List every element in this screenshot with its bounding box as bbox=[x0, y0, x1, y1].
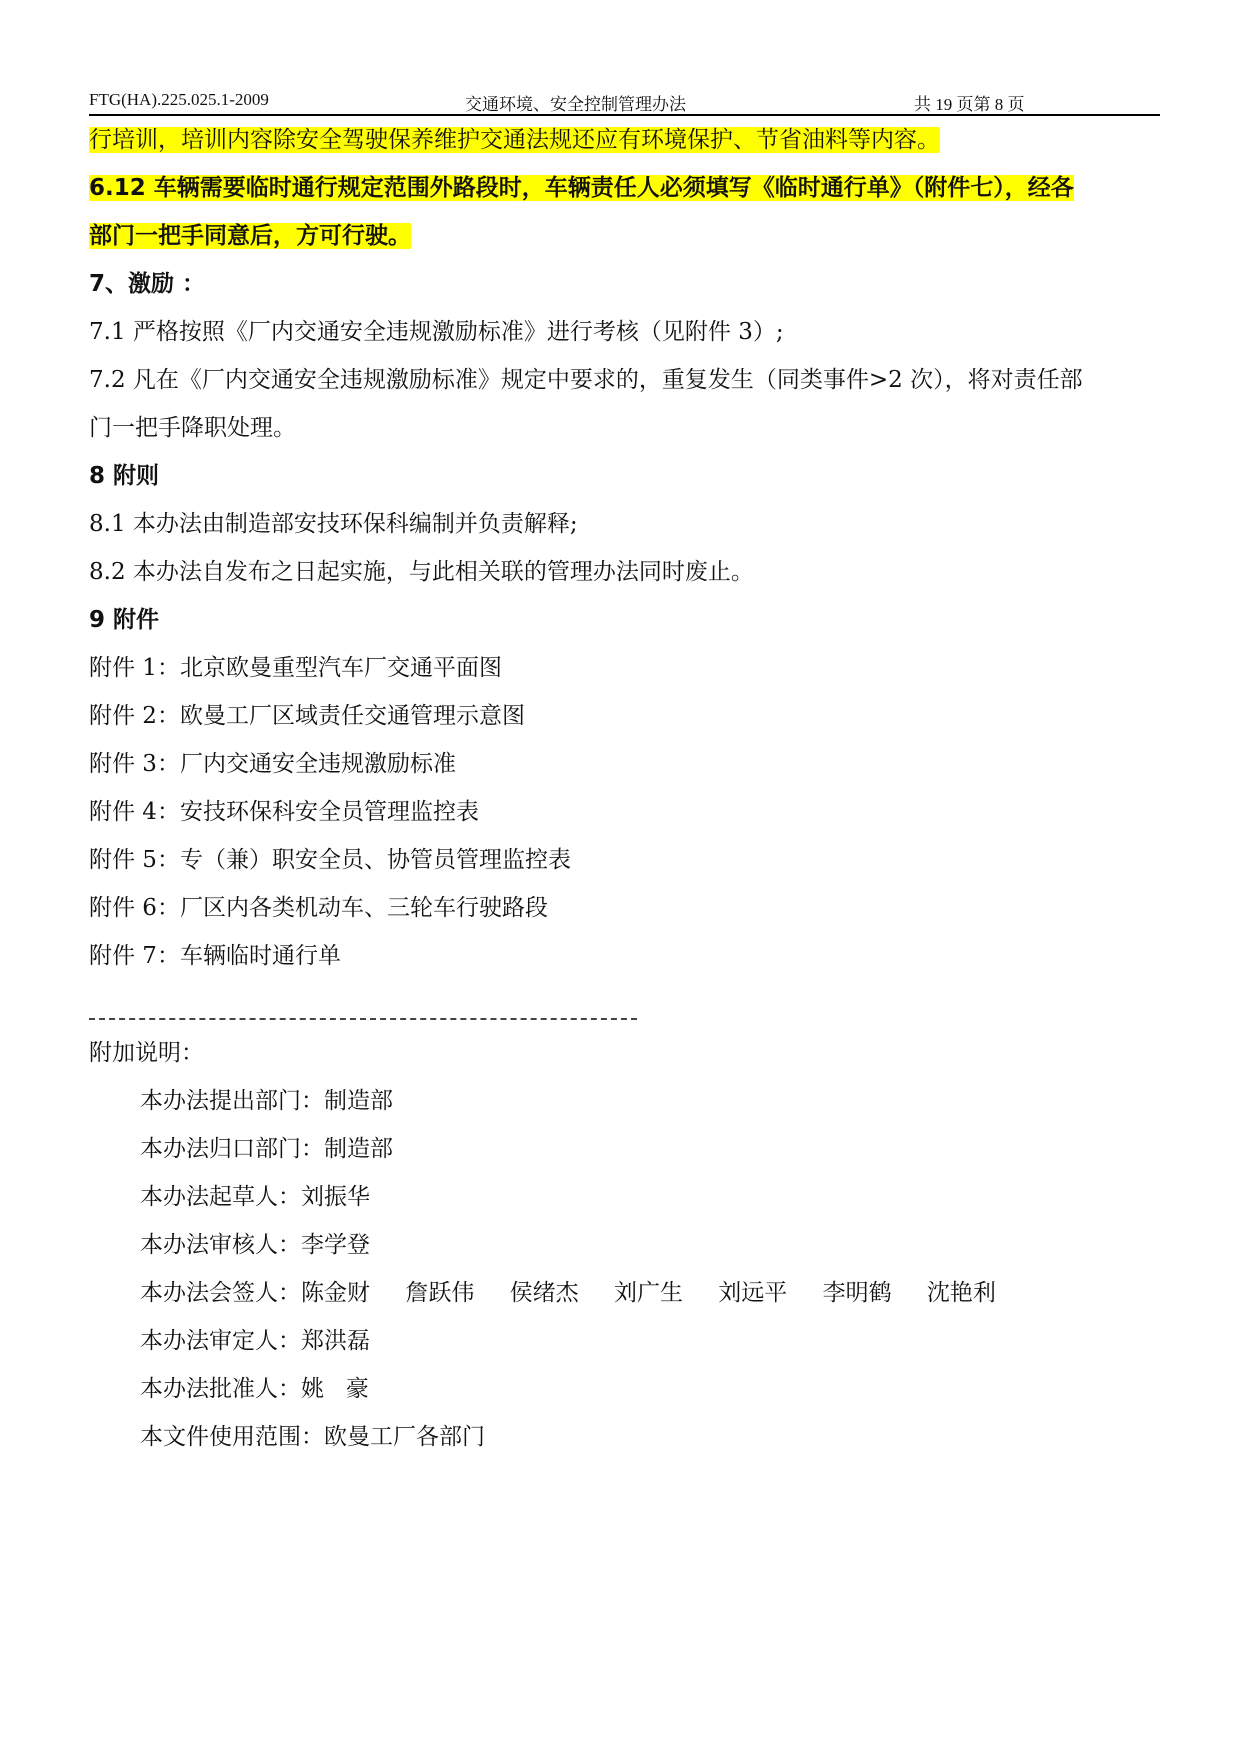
note-cosigners bbox=[140, 1277, 1024, 1309]
note-final-approver: 本办法审定人：郑洪磊 bbox=[140, 1328, 370, 1354]
section-9-heading: 9 附件 bbox=[89, 607, 160, 633]
clause-8-1: 8.1 本办法由制造部安技环保科编制并负责解释; bbox=[89, 511, 578, 537]
doc-title: 交通环境、安全控制管理办法 bbox=[465, 95, 686, 114]
highlighted-text: 行培训，培训内容除安全驾驶保养维护交通法规还应有环境保护、节省油料等内容。 bbox=[89, 127, 940, 153]
cosign-label: 本办法会签人：陈金财 bbox=[140, 1280, 370, 1306]
note-drafter: 本办法起草人：刘振华 bbox=[140, 1184, 370, 1210]
clause-7-2-line1: 7.2 凡在《厂内交通安全违规激励标准》规定中要求的，重复发生（同类事件>2 次），将对责任部 bbox=[89, 367, 1083, 393]
attachment-item: 附件 3：厂内交通安全违规激励标准 bbox=[89, 751, 456, 777]
divider-line bbox=[89, 1018, 637, 1020]
clause-8-2: 8.2 本办法自发布之日起实施，与此相关联的管理办法同时废止。 bbox=[89, 559, 754, 585]
page-header bbox=[89, 88, 1160, 116]
note-reviewer: 本办法审核人：李学登 bbox=[140, 1232, 370, 1258]
doc-number: FTG(HA).225.025.1-2009 bbox=[89, 90, 269, 109]
note-scope: 本文件使用范围：欧曼工厂各部门 bbox=[140, 1424, 485, 1450]
cosigner-name: 沈艳利 bbox=[926, 1280, 996, 1306]
clause-6-12-line1 bbox=[89, 172, 1074, 204]
cosigner-name: 李明鹤 bbox=[822, 1280, 892, 1306]
attachment-item: 附件 5：专（兼）职安全员、协管员管理监控表 bbox=[89, 847, 571, 873]
cosigner-name: 刘广生 bbox=[613, 1280, 683, 1306]
clause-7-2-line2: 门一把手降职处理。 bbox=[89, 415, 296, 441]
highlighted-text: 部门一把手同意后，方可行驶。 bbox=[89, 223, 411, 249]
clause-7-1: 7.1 严格按照《厂内交通安全违规激励标准》进行考核（见附件 3）; bbox=[89, 319, 784, 345]
section-7-heading: 7、激励 ： bbox=[89, 271, 206, 297]
training-line bbox=[89, 124, 940, 156]
page-counter: 共 19 页第 8 页 bbox=[914, 95, 1025, 114]
cosigner-name: 侯绪杰 bbox=[509, 1280, 579, 1306]
attachment-item: 附件 6：厂区内各类机动车、三轮车行驶路段 bbox=[89, 895, 548, 921]
section-8-heading: 8 附则 bbox=[89, 463, 160, 489]
attachment-item: 附件 4：安技环保科安全员管理监控表 bbox=[89, 799, 479, 825]
cosigner-name: 刘远平 bbox=[718, 1280, 788, 1306]
clause-6-12-line2 bbox=[89, 220, 411, 252]
attachment-item: 附件 1：北京欧曼重型汽车厂交通平面图 bbox=[89, 655, 502, 681]
cosigner-name: 詹跃伟 bbox=[405, 1280, 475, 1306]
note-authorizer: 本办法批准人：姚 豪 bbox=[140, 1376, 369, 1402]
note-proposer: 本办法提出部门：制造部 bbox=[140, 1088, 393, 1114]
attachment-item: 附件 2：欧曼工厂区域责任交通管理示意图 bbox=[89, 703, 525, 729]
highlighted-text: 6.12 车辆需要临时通行规定范围外路段时，车辆责任人必须填写《临时通行单》（附件七），经各 bbox=[89, 175, 1074, 201]
notes-heading: 附加说明： bbox=[89, 1040, 204, 1066]
attachment-item: 附件 7：车辆临时通行单 bbox=[89, 943, 341, 969]
note-owner: 本办法归口部门：制造部 bbox=[140, 1136, 393, 1162]
